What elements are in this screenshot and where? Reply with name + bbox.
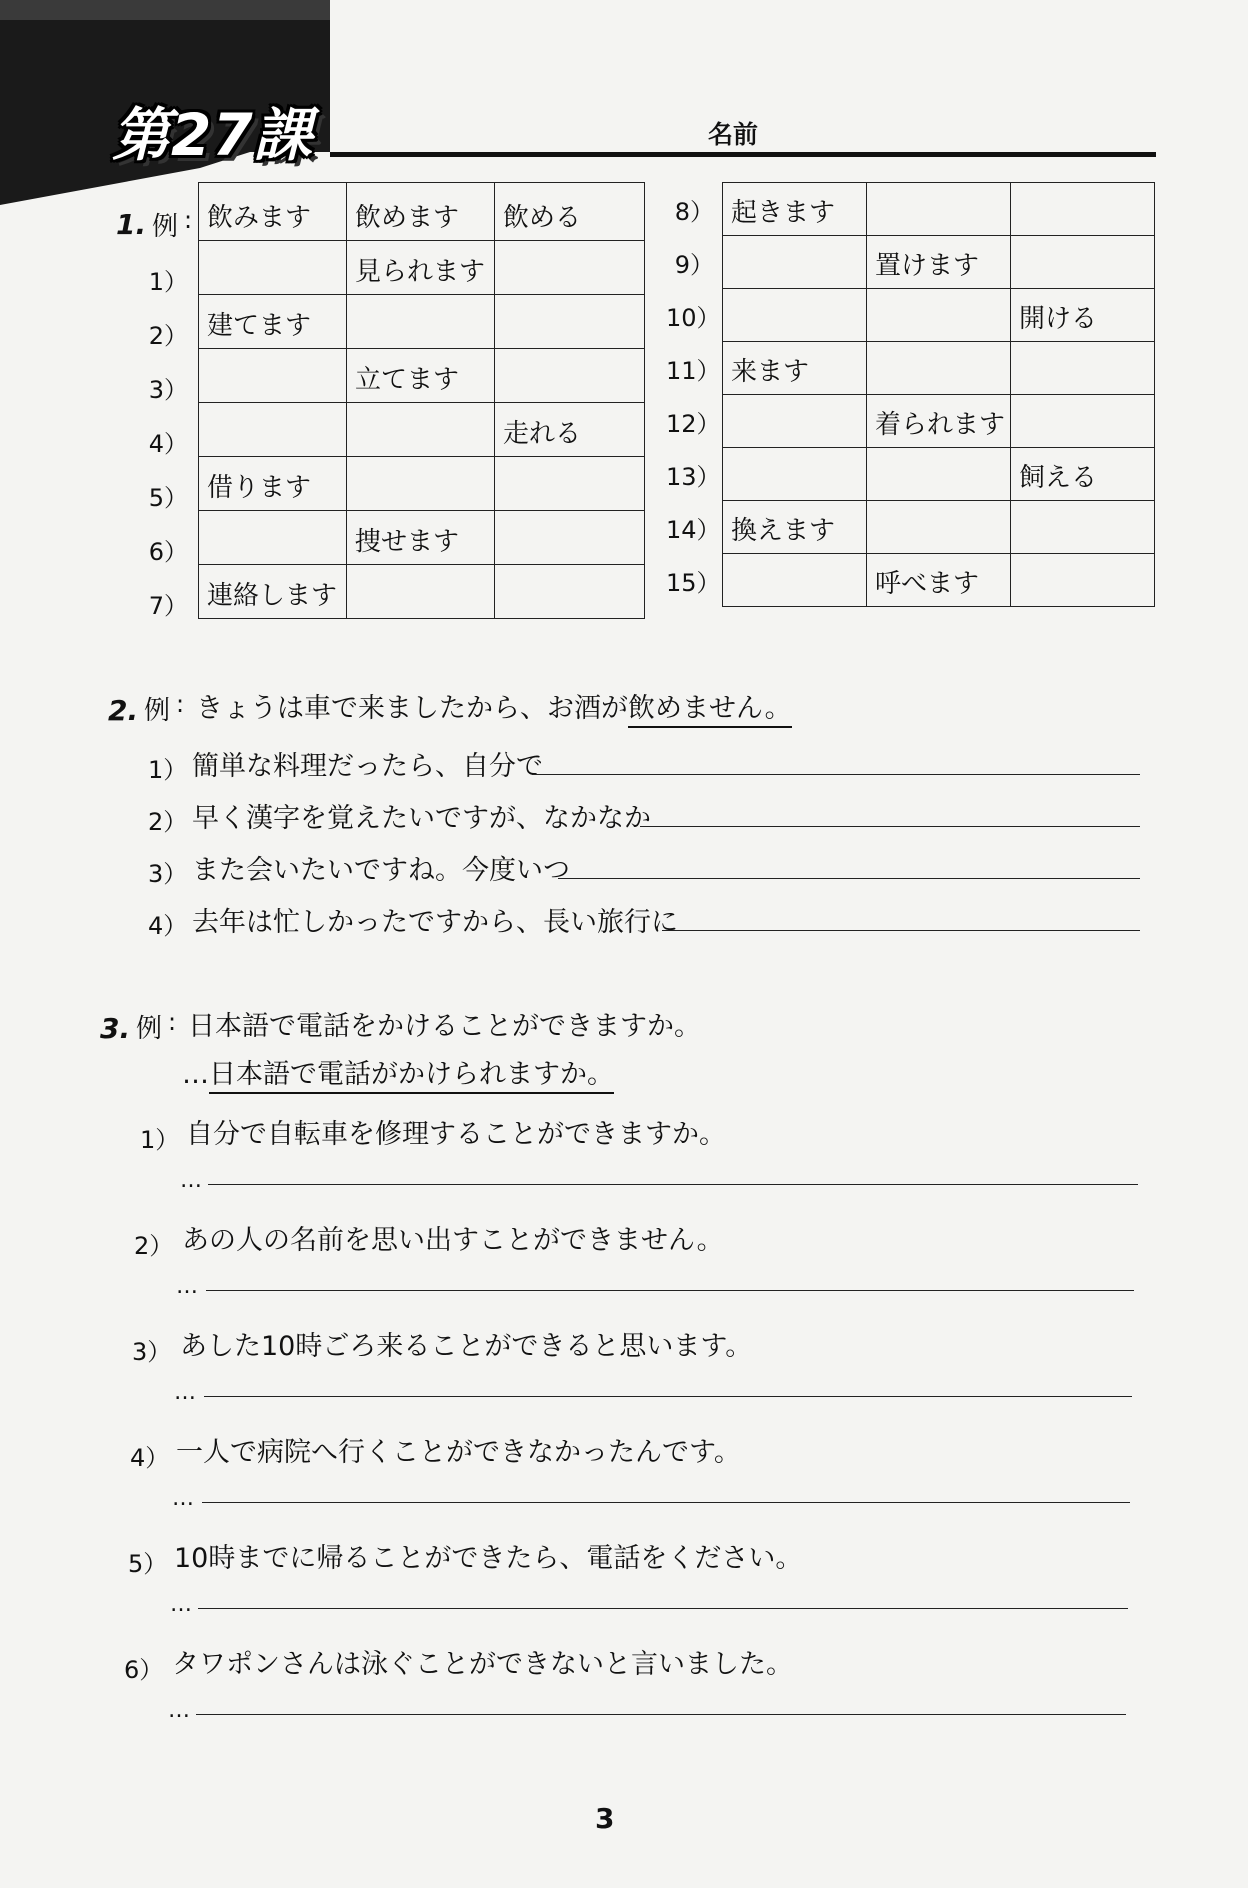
item-prompt: 10時までに帰ることができたら、電話をください。 — [174, 1543, 803, 1574]
row-label: 11） — [666, 357, 721, 385]
ellipsis: … — [182, 1059, 209, 1090]
item-prompt: 去年は忙しかったですから、長い旅行に — [192, 907, 678, 938]
table-cell[interactable] — [867, 183, 1011, 236]
row-label: 5） — [148, 484, 188, 512]
table-cell[interactable] — [199, 349, 347, 403]
section2-example-label: 例 — [144, 696, 171, 726]
row-label: 14） — [666, 516, 721, 544]
ellipsis: … — [176, 1274, 198, 1299]
colon: : — [176, 690, 185, 718]
table-cell[interactable]: 起きます — [723, 183, 867, 236]
row-label: 2） — [148, 322, 188, 350]
answer-line[interactable] — [202, 1502, 1130, 1503]
row-label: 10） — [666, 304, 721, 332]
table-row — [723, 395, 1155, 448]
row-label: 15） — [666, 569, 721, 597]
answer-line[interactable] — [640, 826, 1140, 827]
table-cell[interactable]: 着られます — [867, 395, 1011, 448]
header-rule — [330, 152, 1156, 157]
table-cell[interactable] — [1011, 395, 1155, 448]
table-cell[interactable]: 捜せます — [347, 511, 495, 565]
item-label: 4） — [130, 1444, 170, 1472]
row-label: 3） — [148, 376, 188, 404]
table-cell[interactable] — [495, 295, 645, 349]
table-cell[interactable] — [495, 241, 645, 295]
item-prompt: 簡単な料理だったら、自分で — [192, 751, 543, 782]
table-cell[interactable] — [347, 295, 495, 349]
item-prompt: あした10時ごろ来ることができると思います。 — [180, 1331, 753, 1362]
section1-number: 1. — [116, 208, 147, 241]
answer-line[interactable] — [196, 1714, 1126, 1715]
table-cell[interactable] — [867, 342, 1011, 395]
row-label: 12） — [666, 410, 721, 438]
table-cell[interactable]: 来ます — [723, 342, 867, 395]
table-row — [723, 448, 1155, 501]
ellipsis: … — [168, 1698, 190, 1723]
item-label: 1） — [148, 756, 188, 784]
item-label: 2） — [148, 808, 188, 836]
row-label: 4） — [148, 430, 188, 458]
item-label: 3） — [132, 1338, 172, 1366]
row-label: 1） — [148, 268, 188, 296]
table-row — [723, 183, 1155, 236]
table-row — [723, 289, 1155, 342]
section2-example — [196, 686, 792, 725]
table-cell[interactable] — [1011, 554, 1155, 607]
row-label: 9） — [674, 251, 714, 279]
table-cell[interactable] — [495, 565, 645, 619]
answer-line[interactable] — [558, 878, 1140, 879]
table-cell[interactable] — [347, 403, 495, 457]
row-label: 6） — [148, 538, 188, 566]
table-cell[interactable] — [723, 395, 867, 448]
table-cell[interactable] — [867, 448, 1011, 501]
answer-line[interactable] — [198, 1608, 1128, 1609]
section3-number: 3. — [100, 1012, 131, 1045]
table-cell[interactable] — [723, 448, 867, 501]
table-row — [723, 342, 1155, 395]
table-cell[interactable]: 建てます — [199, 295, 347, 349]
table-cell[interactable] — [199, 511, 347, 565]
item-label: 4） — [148, 912, 188, 940]
table-cell[interactable]: 立てます — [347, 349, 495, 403]
table-cell[interactable] — [1011, 501, 1155, 554]
section3-example-question: 日本語で電話をかけることができますか。 — [188, 1011, 701, 1042]
item-prompt: タワポンさんは泳ぐことができないと言いました。 — [172, 1649, 793, 1680]
table-cell[interactable]: 開ける — [1011, 289, 1155, 342]
table-row — [199, 457, 645, 511]
table-cell[interactable] — [1011, 342, 1155, 395]
section3-example-label: 例 — [136, 1014, 163, 1044]
item-label: 1） — [140, 1126, 180, 1154]
row-label: 8） — [674, 198, 714, 226]
table-cell[interactable] — [347, 457, 495, 511]
item-label: 3） — [148, 860, 188, 888]
table-cell: 飲めます — [347, 183, 495, 241]
ellipsis: … — [180, 1168, 202, 1193]
table-cell[interactable] — [199, 241, 347, 295]
item-label: 2） — [134, 1232, 174, 1260]
table-row — [723, 554, 1155, 607]
table-cell: 飲める — [495, 183, 645, 241]
answer-line[interactable] — [662, 930, 1140, 931]
example-answer: 飲めません。 — [628, 693, 792, 728]
answer-line[interactable] — [208, 1184, 1138, 1185]
table-cell[interactable]: 借ります — [199, 457, 347, 511]
table-cell[interactable] — [723, 236, 867, 289]
example-answer: 日本語で電話がかけられますか。 — [209, 1059, 614, 1094]
section1-example-label: 例 — [152, 212, 179, 242]
table-row — [199, 295, 645, 349]
table-cell[interactable] — [347, 565, 495, 619]
item-prompt: あの人の名前を思い出すことができません。 — [182, 1225, 724, 1256]
table-cell[interactable] — [867, 501, 1011, 554]
colon: : — [168, 1008, 177, 1036]
section2-number: 2. — [108, 694, 139, 727]
table-cell[interactable] — [723, 289, 867, 342]
table-row — [199, 241, 645, 295]
table-cell[interactable] — [1011, 236, 1155, 289]
item-prompt: 自分で自転車を修理することができますか。 — [186, 1119, 726, 1150]
table-cell[interactable]: 見られます — [347, 241, 495, 295]
ellipsis: … — [174, 1380, 196, 1405]
item-prompt: 早く漢字を覚えたいですが、なかなか — [192, 803, 651, 834]
table-cell[interactable]: 飼える — [1011, 448, 1155, 501]
conjugation-table-left — [198, 182, 645, 619]
table-cell[interactable] — [199, 403, 347, 457]
table-cell[interactable]: 走れる — [495, 403, 645, 457]
ellipsis: … — [172, 1486, 194, 1511]
lesson-title: 第27課 — [112, 101, 313, 169]
table-cell[interactable] — [495, 511, 645, 565]
conjugation-table-right — [722, 182, 1155, 607]
colon: : — [184, 206, 193, 234]
answer-line[interactable] — [206, 1290, 1134, 1291]
table-row — [723, 501, 1155, 554]
table-cell[interactable]: 換えます — [723, 501, 867, 554]
table-cell[interactable]: 連絡します — [199, 565, 347, 619]
ellipsis: … — [170, 1592, 192, 1617]
row-label: 13） — [666, 463, 721, 491]
table-cell: 飲みます — [199, 183, 347, 241]
table-cell[interactable] — [867, 289, 1011, 342]
table-cell[interactable] — [723, 554, 867, 607]
answer-line[interactable] — [532, 774, 1140, 775]
table-cell[interactable] — [495, 457, 645, 511]
table-row — [723, 236, 1155, 289]
table-cell[interactable]: 置けます — [867, 236, 1011, 289]
table-cell[interactable]: 呼べます — [867, 554, 1011, 607]
item-prompt: また会いたいですね。今度いつ — [192, 855, 570, 886]
table-cell[interactable] — [1011, 183, 1155, 236]
table-row — [199, 565, 645, 619]
table-row — [199, 511, 645, 565]
row-label: 7） — [148, 592, 188, 620]
table-row — [199, 349, 645, 403]
table-cell[interactable] — [495, 349, 645, 403]
table-row — [199, 183, 645, 241]
answer-line[interactable] — [204, 1396, 1132, 1397]
page-number: 3 — [595, 1802, 615, 1835]
item-label: 6） — [124, 1656, 164, 1684]
name-label: 名前 — [708, 120, 759, 149]
item-label: 5） — [128, 1550, 168, 1578]
section3-example-answer — [182, 1052, 614, 1091]
item-prompt: 一人で病院へ行くことができなかったんです。 — [176, 1437, 741, 1468]
table-row — [199, 403, 645, 457]
example-text: きょうは車で来ましたから、お酒が — [196, 693, 628, 724]
